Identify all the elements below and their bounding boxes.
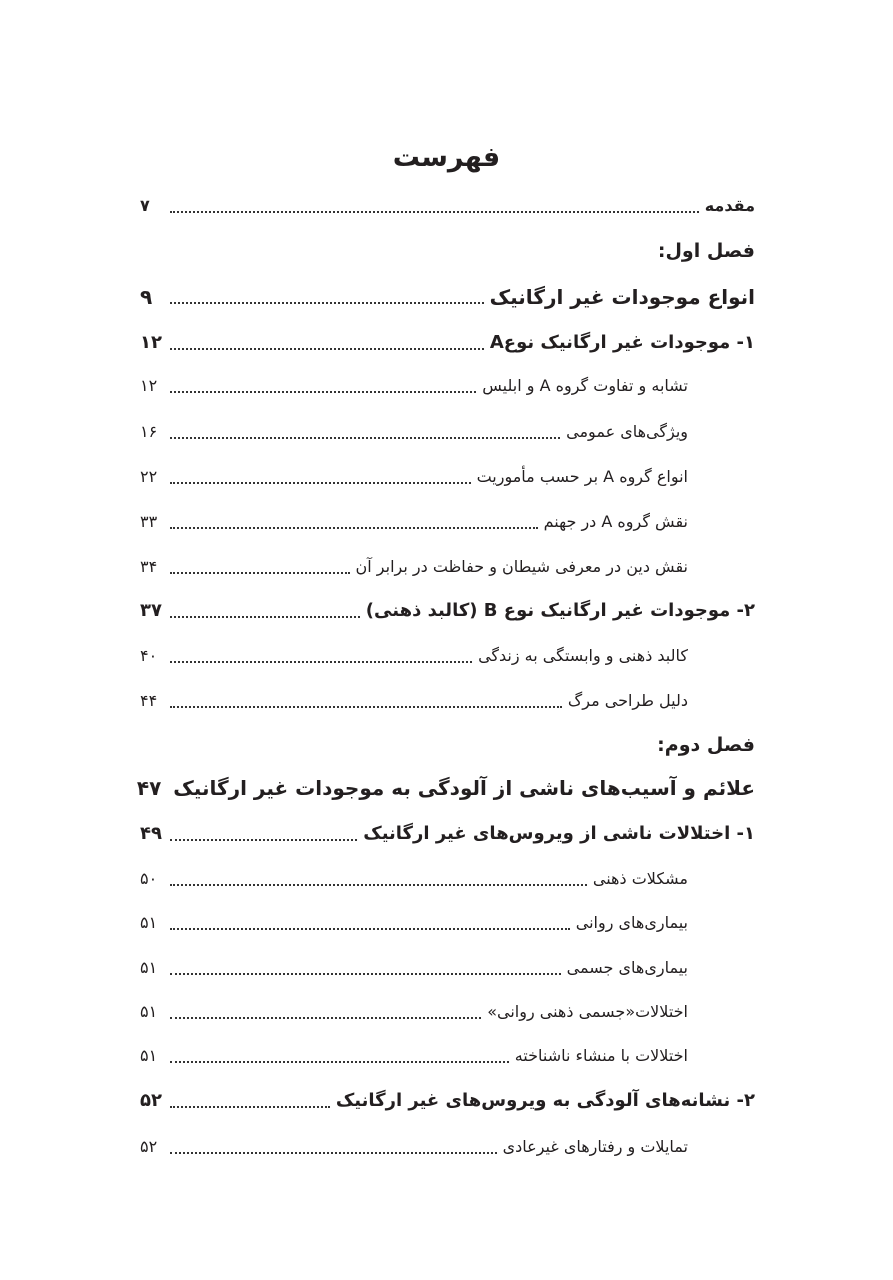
chapter-heading: فصل اول: bbox=[657, 240, 755, 262]
toc-entry-label: مقدمه bbox=[704, 196, 755, 215]
toc-page-number: ۵۱ bbox=[140, 958, 158, 977]
toc-entry-subsection[interactable] bbox=[140, 823, 755, 844]
toc-entry-label: ۱- موجودات غیر ارگانیک نوعA bbox=[489, 332, 755, 353]
dot-leader bbox=[170, 884, 587, 886]
toc-page-number: ۴۹ bbox=[140, 823, 162, 844]
dot-leader bbox=[170, 1017, 481, 1019]
dot-leader bbox=[170, 302, 484, 304]
toc-entry-item[interactable] bbox=[140, 869, 688, 888]
toc-page-number: ۱۲ bbox=[140, 376, 158, 395]
toc-page-number: ۳۷ bbox=[140, 600, 162, 621]
toc-page-number: ۱۲ bbox=[140, 332, 162, 353]
toc-page-number: ۵۰ bbox=[140, 869, 158, 888]
toc-entry-item[interactable] bbox=[140, 557, 688, 576]
dot-leader bbox=[170, 1152, 497, 1154]
dot-leader bbox=[170, 706, 562, 708]
dot-leader bbox=[170, 839, 357, 841]
dot-leader bbox=[170, 973, 561, 975]
toc-page-number: ۵۲ bbox=[140, 1090, 162, 1111]
toc-page-number: ۵۱ bbox=[140, 1002, 158, 1021]
toc-entry-section[interactable] bbox=[136, 776, 755, 800]
toc-entry-label: انواع گروه A بر حسب مأموریت bbox=[476, 467, 688, 486]
toc-entry-label: ۲- موجودات غیر ارگانیک نوع B (کالبد ذهنی) bbox=[365, 600, 755, 621]
dot-leader bbox=[170, 572, 350, 574]
toc-entry-label: اختلالات«جسمی ذهنی روانی» bbox=[487, 1002, 688, 1021]
toc-page-number: ۳۴ bbox=[140, 557, 158, 576]
toc-page-number: ۳۳ bbox=[140, 512, 158, 531]
dot-leader bbox=[170, 482, 471, 484]
dot-leader bbox=[170, 527, 538, 529]
dot-leader bbox=[170, 616, 360, 618]
toc-entry-item[interactable] bbox=[140, 1137, 688, 1156]
toc-entry-item[interactable] bbox=[140, 1046, 688, 1065]
toc-page-number: ۵۱ bbox=[140, 913, 158, 932]
toc-entry-subsection[interactable] bbox=[140, 1090, 755, 1111]
toc-page-number: ۴۴ bbox=[140, 691, 158, 710]
toc-entry-label: مشکلات ذهنی bbox=[592, 869, 688, 888]
toc-entry-label: ۲- نشانه‌های آلودگی به ویروس‌های غیر ارگانیک bbox=[335, 1090, 755, 1111]
toc-entry-item[interactable] bbox=[140, 1002, 688, 1021]
dot-leader bbox=[170, 437, 560, 439]
toc-entry-label: بیماری‌های جسمی bbox=[566, 958, 688, 977]
toc-page-number: ۱۶ bbox=[140, 422, 158, 441]
toc-page-number: ۴۰ bbox=[140, 646, 158, 665]
toc-page-number: ۲۲ bbox=[140, 467, 158, 486]
toc-entry-item[interactable] bbox=[140, 467, 688, 486]
toc-entry-item[interactable] bbox=[140, 422, 688, 441]
toc-entry-item[interactable] bbox=[140, 646, 688, 665]
toc-page-number: ۹ bbox=[140, 285, 153, 309]
dot-leader bbox=[170, 928, 570, 930]
toc-page-number: ۷ bbox=[140, 196, 150, 215]
page-title: فهرست bbox=[392, 142, 501, 173]
toc-entry-item[interactable] bbox=[140, 376, 688, 395]
toc-entry-label: انواع موجودات غیر ارگانیک bbox=[489, 285, 755, 309]
toc-entry-item[interactable] bbox=[140, 913, 688, 932]
toc-entry-label: کالبد ذهنی و وابستگی به زندگی bbox=[478, 646, 688, 665]
toc-page-number: ۵۱ bbox=[140, 1046, 158, 1065]
dot-leader bbox=[170, 391, 476, 393]
toc-entry-label: بیماری‌های روانی bbox=[575, 913, 688, 932]
toc-page-number: ۵۲ bbox=[140, 1137, 158, 1156]
toc-entry-label: ویژگی‌های عمومی bbox=[566, 422, 688, 441]
toc-entry-item[interactable] bbox=[140, 691, 688, 710]
toc-entry-intro[interactable] bbox=[140, 196, 755, 215]
toc-entry-label: تمایلات و رفتارهای غیرعادی bbox=[502, 1137, 688, 1156]
toc-entry-label: نقش دین در معرفی شیطان و حفاظت در برابر آن bbox=[355, 557, 688, 576]
dot-leader bbox=[170, 348, 484, 350]
toc-entry-subsection[interactable] bbox=[140, 600, 755, 621]
toc-entry-label: اختلالات با منشاء ناشناخته bbox=[514, 1046, 688, 1065]
dot-leader bbox=[170, 1061, 509, 1063]
dot-leader bbox=[170, 211, 699, 213]
toc-entry-label: علائم و آسیب‌های ناشی از آلودگی به موجودات غیر ارگانیک bbox=[173, 776, 755, 800]
toc-entry-label: نقش گروه A در جهنم bbox=[543, 512, 688, 531]
toc-entry-subsection[interactable] bbox=[140, 332, 755, 353]
toc-page-number: ۴۷ bbox=[136, 776, 162, 800]
dot-leader bbox=[170, 661, 472, 663]
chapter-heading: فصل دوم: bbox=[657, 734, 755, 756]
toc-entry-item[interactable] bbox=[140, 512, 688, 531]
toc-entry-label: تشابه و تفاوت گروه A و ابلیس bbox=[482, 376, 688, 395]
toc-entry-label: ۱- اختلالات ناشی از ویروس‌های غیر ارگانیک bbox=[363, 823, 755, 844]
toc-entry-section[interactable] bbox=[140, 285, 755, 309]
toc-entry-item[interactable] bbox=[140, 958, 688, 977]
toc-entry-label: دلیل طراحی مرگ bbox=[567, 691, 688, 710]
dot-leader bbox=[170, 1106, 330, 1108]
